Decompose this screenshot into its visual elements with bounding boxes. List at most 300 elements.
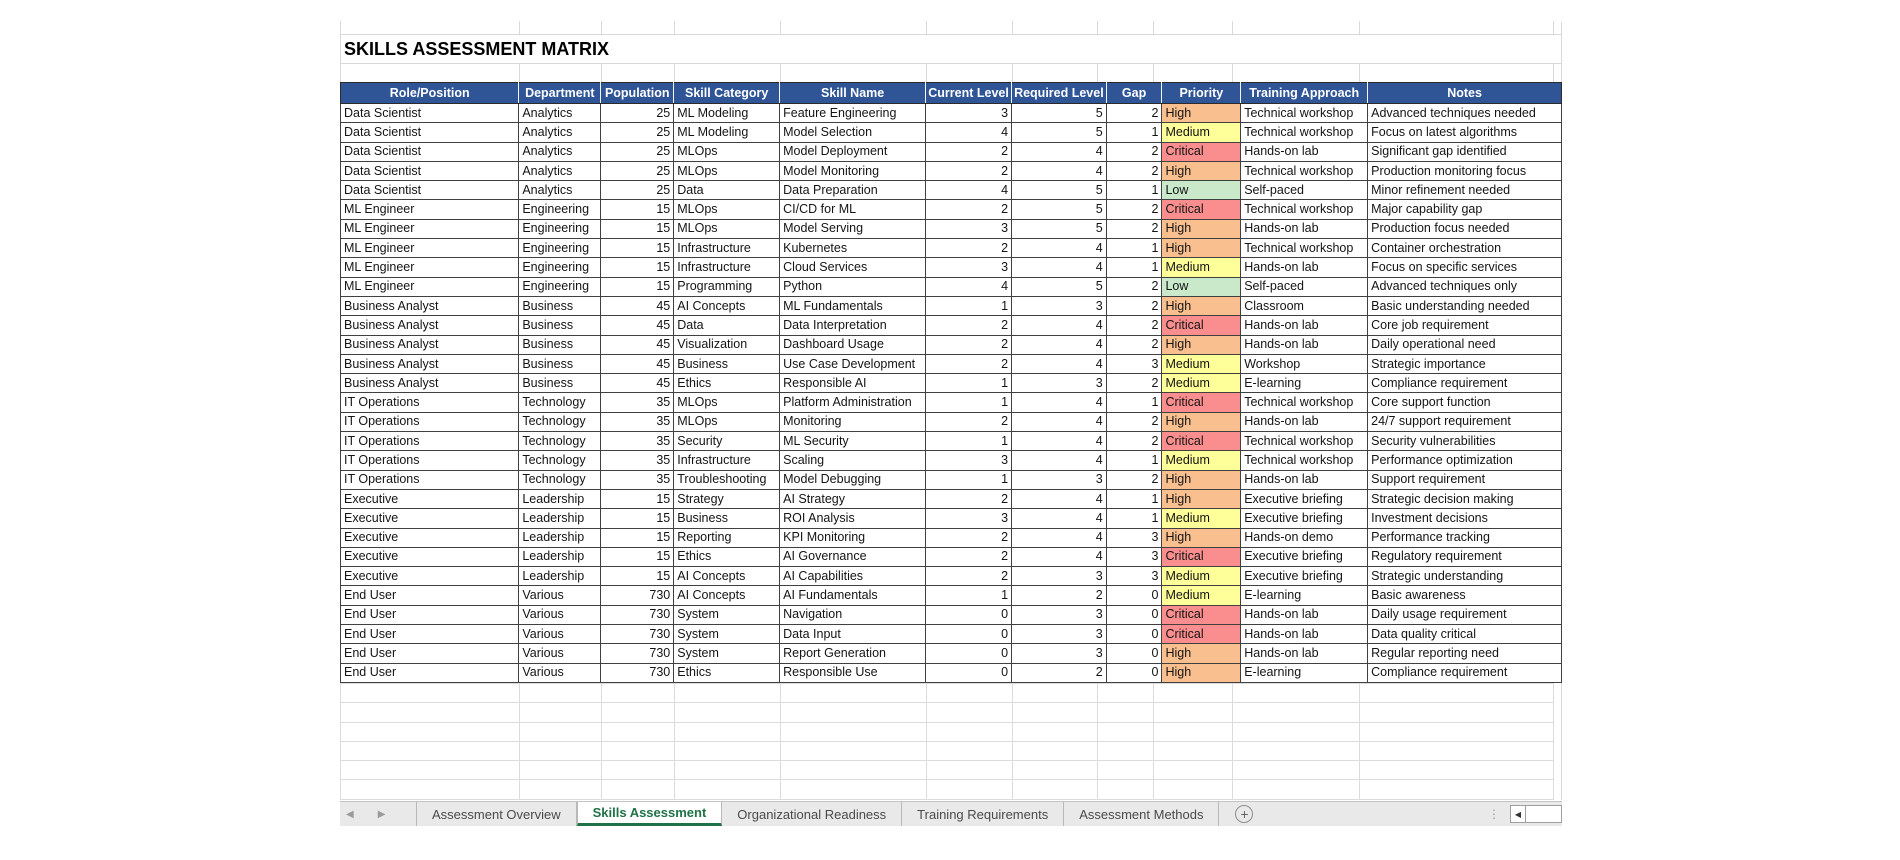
cell[interactable]: Engineering [519,239,601,258]
cell[interactable]: MLOps [674,142,780,161]
empty-cell[interactable] [1154,703,1233,722]
empty-cell[interactable] [1098,703,1154,722]
priority-cell[interactable]: Medium [1162,586,1241,605]
empty-cell[interactable] [1360,684,1554,703]
cell[interactable]: AI Governance [780,547,926,566]
cell[interactable]: System [674,605,780,624]
priority-cell[interactable]: Critical [1162,316,1241,335]
cell[interactable]: Technical workshop [1241,432,1368,451]
empty-cell[interactable] [520,684,602,703]
cell[interactable]: 1 [926,296,1012,315]
cell[interactable]: 3 [1012,567,1107,586]
cell[interactable]: 5 [1012,123,1107,142]
cell[interactable]: 25 [601,123,674,142]
cell[interactable]: 3 [1106,547,1162,566]
cell[interactable]: 3 [1012,625,1107,644]
cell[interactable]: 1 [1106,258,1162,277]
cell[interactable]: Technical workshop [1241,239,1368,258]
cell[interactable]: 2 [1012,586,1107,605]
column-header-department[interactable]: Department [519,83,601,104]
cell[interactable]: 2 [1106,161,1162,180]
cell[interactable]: Technical workshop [1241,161,1368,180]
empty-cell[interactable] [341,684,520,703]
cell[interactable]: 5 [1012,277,1107,296]
priority-cell[interactable]: High [1162,644,1241,663]
cell[interactable]: Advanced techniques only [1368,277,1562,296]
column-header-skill-category[interactable]: Skill Category [674,83,780,104]
cell[interactable]: 15 [601,239,674,258]
cell[interactable]: 15 [601,219,674,238]
cell[interactable]: Advanced techniques needed [1368,104,1562,123]
cell[interactable]: MLOps [674,412,780,431]
cell[interactable]: Minor refinement needed [1368,181,1562,200]
cell[interactable]: Business [519,296,601,315]
column-header-priority[interactable]: Priority [1162,83,1241,104]
cell[interactable]: 15 [601,567,674,586]
cell[interactable]: Executive briefing [1241,547,1368,566]
empty-cell[interactable] [1013,780,1098,799]
cell[interactable]: Hands-on lab [1241,316,1368,335]
empty-cell[interactable] [927,741,1013,760]
cell[interactable]: Data Scientist [341,161,519,180]
cell[interactable]: 1 [1106,489,1162,508]
cell[interactable]: Kubernetes [780,239,926,258]
cell[interactable]: 4 [926,277,1012,296]
cell[interactable]: 25 [601,104,674,123]
cell[interactable]: AI Concepts [674,586,780,605]
cell[interactable]: 0 [1106,663,1162,682]
cell[interactable]: Technical workshop [1241,104,1368,123]
cell[interactable]: 2 [926,567,1012,586]
priority-cell[interactable]: Critical [1162,625,1241,644]
empty-cell[interactable] [1013,761,1098,780]
empty-cell[interactable] [1013,703,1098,722]
cell[interactable]: 4 [1012,412,1107,431]
cell[interactable]: Daily operational need [1368,335,1562,354]
cell[interactable]: Responsible AI [780,374,926,393]
cell[interactable]: 24/7 support requirement [1368,412,1562,431]
empty-cell[interactable] [341,780,520,799]
cell[interactable]: 3 [1106,354,1162,373]
cell[interactable]: 0 [926,644,1012,663]
cell[interactable]: Significant gap identified [1368,142,1562,161]
priority-cell[interactable]: High [1162,219,1241,238]
column-header-gap[interactable]: Gap [1106,83,1162,104]
empty-cell[interactable] [781,741,927,760]
cell[interactable]: End User [341,625,519,644]
cell[interactable]: Business Analyst [341,374,519,393]
cell[interactable]: 4 [1012,161,1107,180]
cell[interactable]: Engineering [519,277,601,296]
cell[interactable]: Programming [674,277,780,296]
cell[interactable]: Focus on latest algorithms [1368,123,1562,142]
cell[interactable]: 45 [601,296,674,315]
cell[interactable]: ML Engineer [341,219,519,238]
cell[interactable]: IT Operations [341,432,519,451]
cell[interactable]: Strategy [674,489,780,508]
cell[interactable]: Core job requirement [1368,316,1562,335]
cell[interactable]: 4 [1012,489,1107,508]
cell[interactable]: Report Generation [780,644,926,663]
empty-cell[interactable] [781,703,927,722]
priority-cell[interactable]: Medium [1162,258,1241,277]
cell[interactable]: 2 [926,412,1012,431]
empty-cell[interactable] [1013,722,1098,741]
cell[interactable]: Business Analyst [341,316,519,335]
empty-cell[interactable] [675,741,781,760]
empty-cell[interactable] [1013,684,1098,703]
cell[interactable]: Various [519,625,601,644]
empty-cell[interactable] [1154,741,1233,760]
cell[interactable]: Performance tracking [1368,528,1562,547]
cell[interactable]: ML Modeling [674,104,780,123]
cell[interactable]: Self-paced [1241,277,1368,296]
empty-cell[interactable] [520,703,602,722]
cell[interactable]: Hands-on demo [1241,528,1368,547]
cell[interactable]: 2 [926,489,1012,508]
priority-cell[interactable]: Low [1162,277,1241,296]
cell[interactable]: ML Engineer [341,258,519,277]
cell[interactable]: Model Selection [780,123,926,142]
column-header-required-level[interactable]: Required Level [1012,83,1107,104]
cell[interactable]: Engineering [519,219,601,238]
empty-cell[interactable] [1233,722,1360,741]
cell[interactable]: 45 [601,335,674,354]
cell[interactable]: Various [519,586,601,605]
cell[interactable]: 3 [926,219,1012,238]
cell[interactable]: ML Modeling [674,123,780,142]
cell[interactable]: Hands-on lab [1241,605,1368,624]
cell[interactable]: Technology [519,393,601,412]
empty-cell[interactable] [1233,780,1360,799]
cell[interactable]: Production focus needed [1368,219,1562,238]
cell[interactable]: Executive [341,528,519,547]
priority-cell[interactable]: High [1162,104,1241,123]
cell[interactable]: 45 [601,374,674,393]
cell[interactable]: 4 [1012,547,1107,566]
cell[interactable]: Feature Engineering [780,104,926,123]
cell[interactable]: 1 [1106,509,1162,528]
cell[interactable]: 730 [601,644,674,663]
cell[interactable]: Leadership [519,528,601,547]
cell[interactable]: MLOps [674,393,780,412]
empty-cell[interactable] [1154,684,1233,703]
empty-cell[interactable] [602,722,675,741]
cell[interactable]: 1 [1106,451,1162,470]
cell[interactable]: 4 [1012,316,1107,335]
cell[interactable]: Basic awareness [1368,586,1562,605]
cell[interactable]: Executive [341,547,519,566]
cell[interactable]: E-learning [1241,374,1368,393]
cell[interactable]: MLOps [674,219,780,238]
empty-cell[interactable] [1233,741,1360,760]
cell[interactable]: Data Scientist [341,181,519,200]
cell[interactable]: 3 [926,258,1012,277]
cell[interactable]: Regulatory requirement [1368,547,1562,566]
cell[interactable]: 3 [1106,528,1162,547]
cell[interactable]: Classroom [1241,296,1368,315]
cell[interactable]: 1 [926,586,1012,605]
empty-cell[interactable] [675,684,781,703]
cell[interactable]: 2 [1012,663,1107,682]
empty-cell[interactable] [1098,684,1154,703]
cell[interactable]: Engineering [519,200,601,219]
cell[interactable]: Executive briefing [1241,509,1368,528]
cell[interactable]: Troubleshooting [674,470,780,489]
priority-cell[interactable]: Medium [1162,567,1241,586]
cell[interactable]: 0 [1106,586,1162,605]
cell[interactable]: 1 [926,432,1012,451]
cell[interactable]: Hands-on lab [1241,142,1368,161]
empty-cell[interactable] [1233,703,1360,722]
empty-cell[interactable] [927,780,1013,799]
cell[interactable]: Python [780,277,926,296]
priority-cell[interactable]: High [1162,335,1241,354]
cell[interactable]: Daily usage requirement [1368,605,1562,624]
cell[interactable]: Basic understanding needed [1368,296,1562,315]
empty-cell[interactable] [341,741,520,760]
cell[interactable]: 2 [1106,432,1162,451]
cell[interactable]: Analytics [519,181,601,200]
empty-cell[interactable] [1154,722,1233,741]
cell[interactable]: 25 [601,142,674,161]
cell[interactable]: Hands-on lab [1241,219,1368,238]
cell[interactable]: Compliance requirement [1368,663,1562,682]
empty-cell[interactable] [602,741,675,760]
cell[interactable]: Navigation [780,605,926,624]
empty-cell[interactable] [1154,761,1233,780]
cell[interactable]: MLOps [674,200,780,219]
empty-cell[interactable] [341,703,520,722]
cell[interactable]: Analytics [519,104,601,123]
cell[interactable]: Production monitoring focus [1368,161,1562,180]
cell[interactable]: 730 [601,663,674,682]
cell[interactable]: 2 [1106,277,1162,296]
cell[interactable]: ML Engineer [341,200,519,219]
cell[interactable]: 15 [601,489,674,508]
cell[interactable]: Business Analyst [341,296,519,315]
cell[interactable]: 2 [926,354,1012,373]
cell[interactable]: 3 [926,104,1012,123]
priority-cell[interactable]: Medium [1162,123,1241,142]
cell[interactable]: 0 [926,625,1012,644]
cell[interactable]: AI Strategy [780,489,926,508]
cell[interactable]: Model Deployment [780,142,926,161]
cell[interactable]: 15 [601,547,674,566]
empty-cell[interactable] [1154,780,1233,799]
cell[interactable]: 4 [1012,432,1107,451]
cell[interactable]: 2 [926,200,1012,219]
cell[interactable]: Technology [519,412,601,431]
cell[interactable]: 2 [926,528,1012,547]
cell[interactable]: Business [674,354,780,373]
cell[interactable]: Major capability gap [1368,200,1562,219]
cell[interactable]: 3 [1012,296,1107,315]
cell[interactable]: Data Interpretation [780,316,926,335]
cell[interactable]: Business Analyst [341,335,519,354]
page-title[interactable]: SKILLS ASSESSMENT MATRIX [344,39,610,59]
empty-cell[interactable] [341,722,520,741]
empty-cell[interactable] [1360,761,1554,780]
cell[interactable]: 3 [1106,567,1162,586]
cell[interactable]: Hands-on lab [1241,412,1368,431]
cell[interactable]: ML Engineer [341,239,519,258]
cell[interactable]: 1 [1106,239,1162,258]
cell[interactable]: Data [674,181,780,200]
column-header-current-level[interactable]: Current Level [926,83,1012,104]
cell[interactable]: Analytics [519,142,601,161]
cell[interactable]: End User [341,663,519,682]
cell[interactable]: 730 [601,586,674,605]
cell[interactable]: ML Engineer [341,277,519,296]
cell[interactable]: Business [519,335,601,354]
cell[interactable]: 3 [926,509,1012,528]
cell[interactable]: AI Concepts [674,296,780,315]
cell[interactable]: End User [341,605,519,624]
priority-cell[interactable]: High [1162,412,1241,431]
priority-cell[interactable]: Critical [1162,605,1241,624]
empty-cell[interactable] [520,780,602,799]
cell[interactable]: 2 [1106,374,1162,393]
cell[interactable]: Business Analyst [341,354,519,373]
column-header-population[interactable]: Population [601,83,674,104]
cell[interactable]: Executive [341,509,519,528]
cell[interactable]: 4 [1012,258,1107,277]
empty-cell[interactable] [781,761,927,780]
cell[interactable]: 4 [1012,142,1107,161]
cell[interactable]: Executive briefing [1241,567,1368,586]
cell[interactable]: 3 [1012,470,1107,489]
cell[interactable]: E-learning [1241,586,1368,605]
cell[interactable]: Focus on specific services [1368,258,1562,277]
priority-cell[interactable]: High [1162,296,1241,315]
empty-cell[interactable] [1360,722,1554,741]
priority-cell[interactable]: High [1162,239,1241,258]
cell[interactable]: 2 [926,142,1012,161]
cell[interactable]: 1 [1106,123,1162,142]
cell[interactable]: Business [519,374,601,393]
cell[interactable]: 2 [1106,200,1162,219]
cell[interactable]: IT Operations [341,412,519,431]
cell[interactable]: 2 [1106,296,1162,315]
cell[interactable]: 5 [1012,104,1107,123]
cell[interactable]: Dashboard Usage [780,335,926,354]
cell[interactable]: 5 [1012,200,1107,219]
cell[interactable]: Data Scientist [341,104,519,123]
cell[interactable]: Strategic understanding [1368,567,1562,586]
cell[interactable]: Analytics [519,161,601,180]
cell[interactable]: Responsible Use [780,663,926,682]
column-header-notes[interactable]: Notes [1368,83,1562,104]
empty-cell[interactable] [675,780,781,799]
cell[interactable]: 0 [1106,625,1162,644]
cell[interactable]: End User [341,586,519,605]
cell[interactable]: 2 [1106,142,1162,161]
empty-cell[interactable] [1360,780,1554,799]
empty-cell[interactable] [520,741,602,760]
cell[interactable]: Visualization [674,335,780,354]
priority-cell[interactable]: Critical [1162,142,1241,161]
empty-cell[interactable] [602,761,675,780]
cell[interactable]: 25 [601,181,674,200]
empty-cell[interactable] [927,684,1013,703]
cell[interactable]: Container orchestration [1368,239,1562,258]
cell[interactable]: 4 [1012,239,1107,258]
cell[interactable]: System [674,644,780,663]
cell[interactable]: 1 [1106,393,1162,412]
cell[interactable]: ROI Analysis [780,509,926,528]
cell[interactable]: Data [674,316,780,335]
cell[interactable]: Business [674,509,780,528]
cell[interactable]: Investment decisions [1368,509,1562,528]
cell[interactable]: Technology [519,451,601,470]
cell[interactable]: Infrastructure [674,258,780,277]
empty-cell[interactable] [1098,741,1154,760]
empty-cell[interactable] [1013,741,1098,760]
cell[interactable]: 35 [601,393,674,412]
cell[interactable]: 0 [926,663,1012,682]
empty-cell[interactable] [602,684,675,703]
empty-cell[interactable] [520,761,602,780]
cell[interactable]: Scaling [780,451,926,470]
sheet-tab-assessment-overview[interactable]: Assessment Overview [416,802,577,826]
empty-cell[interactable] [927,722,1013,741]
cell[interactable]: 35 [601,432,674,451]
cell[interactable]: 4 [1012,451,1107,470]
cell[interactable]: Data Scientist [341,123,519,142]
cell[interactable]: AI Fundamentals [780,586,926,605]
cell[interactable]: 45 [601,316,674,335]
priority-cell[interactable]: Critical [1162,547,1241,566]
cell[interactable]: Various [519,663,601,682]
cell[interactable]: Model Serving [780,219,926,238]
empty-cell[interactable] [341,761,520,780]
cell[interactable]: 3 [1012,644,1107,663]
empty-cell[interactable] [927,703,1013,722]
empty-cell[interactable] [675,703,781,722]
cell[interactable]: Infrastructure [674,451,780,470]
cell[interactable]: Platform Administration [780,393,926,412]
add-sheet-button[interactable]: + [1235,805,1253,823]
cell[interactable]: Security vulnerabilities [1368,432,1562,451]
cell[interactable]: Technical workshop [1241,451,1368,470]
cell[interactable]: Leadership [519,489,601,508]
sheet-tab-organizational-readiness[interactable]: Organizational Readiness [722,802,902,826]
cell[interactable]: 0 [1106,605,1162,624]
cell[interactable]: Model Debugging [780,470,926,489]
cell[interactable]: Executive [341,567,519,586]
priority-cell[interactable]: High [1162,470,1241,489]
cell[interactable]: Technical workshop [1241,123,1368,142]
cell[interactable]: Infrastructure [674,239,780,258]
cell[interactable]: 25 [601,161,674,180]
cell[interactable]: 2 [1106,412,1162,431]
priority-cell[interactable]: Critical [1162,432,1241,451]
empty-cell[interactable] [1233,684,1360,703]
cell[interactable]: 15 [601,509,674,528]
empty-cell[interactable] [1360,703,1554,722]
sheet-tab-training-requirements[interactable]: Training Requirements [902,802,1064,826]
cell[interactable]: End User [341,644,519,663]
cell[interactable]: 4 [926,123,1012,142]
priority-cell[interactable]: Critical [1162,393,1241,412]
cell[interactable]: 2 [926,335,1012,354]
cell[interactable]: Various [519,644,601,663]
cell[interactable]: 4 [1012,335,1107,354]
cell[interactable]: 2 [926,316,1012,335]
empty-cell[interactable] [781,684,927,703]
cell[interactable]: ML Security [780,432,926,451]
